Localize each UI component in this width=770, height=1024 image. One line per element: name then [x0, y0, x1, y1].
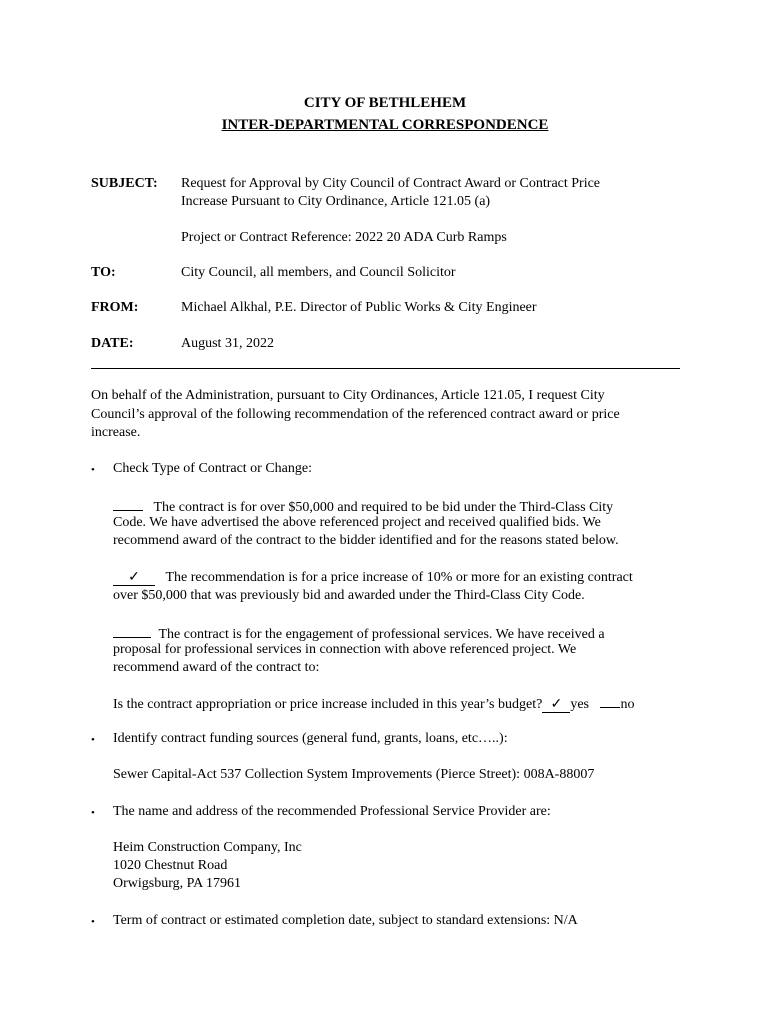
from-label: FROM:	[91, 300, 139, 315]
checkbox-checked-price-increase[interactable]	[113, 571, 155, 586]
option-bid-line-3: recommend award of the contract to the bidder identified and for the reasons stated below.	[113, 533, 619, 548]
budget-no-label: no	[620, 697, 635, 712]
subject-line-2: Increase Pursuant to City Ordinance, Article 121.05 (a)	[181, 194, 491, 209]
date-value: August 31, 2022	[181, 336, 274, 351]
provider-city: Orwigsburg, PA 17961	[113, 876, 241, 891]
bullet-contract-type: Check Type of Contract or Change:	[113, 461, 312, 476]
bullet-icon: •	[91, 734, 95, 746]
option-price-line-2: over $50,000 that was previously bid and awarded under the Third-Class City Code.	[113, 588, 585, 603]
check-mark-icon: ✓	[550, 697, 563, 712]
subject-line-1: Request for Approval by City Council of Contract Award or Contract Price	[181, 176, 601, 191]
intro-line-1: On behalf of the Administration, pursuant to City Ordinances, Article 121.05, I request City	[91, 388, 605, 403]
subject-label: SUBJECT:	[91, 176, 158, 191]
checkbox-blank-bid[interactable]	[113, 496, 143, 511]
option-price-line-1: The recommendation is for a price increase of 10% or more for an existing contract	[165, 570, 633, 585]
funding-source-value: Sewer Capital-Act 537 Collection System Improvements (Pierce Street): 008A-88007	[113, 767, 595, 782]
budget-question: Is the contract appropriation or price increase included in this year’s budget?	[113, 697, 543, 712]
date-label: DATE:	[91, 336, 134, 351]
check-mark-icon: ✓	[128, 570, 140, 585]
intro-line-3: increase.	[91, 425, 141, 440]
option-professional-line-1: The contract is for the engagement of professional services. We have received a	[158, 627, 605, 642]
option-professional-line-2: proposal for professional services in connection with above referenced project. We	[113, 642, 577, 657]
bullet-funding-sources: Identify contract funding sources (general fund, grants, loans, etc…..):	[113, 731, 508, 746]
bullet-service-provider: The name and address of the recommended Professional Service Provider are:	[113, 804, 551, 819]
budget-yes-checkbox[interactable]	[542, 698, 570, 713]
bullet-icon: •	[91, 464, 95, 476]
bullet-icon: •	[91, 807, 95, 819]
from-value: Michael Alkhal, P.E. Director of Public Works & City Engineer	[181, 300, 537, 315]
to-value: City Council, all members, and Council Solicitor	[181, 265, 456, 280]
correspondence-title: INTER-DEPARTMENTAL CORRESPONDENCE	[221, 117, 549, 133]
city-title: CITY OF BETHLEHEM	[303, 95, 467, 111]
provider-name: Heim Construction Company, Inc	[113, 840, 302, 855]
option-professional-line-3: recommend award of the contract to:	[113, 660, 320, 675]
option-bid-line-2: Code. We have advertised the above referenced project and received qualified bids. We	[113, 515, 601, 530]
budget-question-row	[113, 693, 634, 714]
header-divider	[91, 368, 680, 369]
option-bid-line-1: The contract is for over $50,000 and required to be bid under the Third-Class City	[153, 500, 614, 515]
project-reference: Project or Contract Reference: 2022 20 ADA Curb Ramps	[181, 230, 507, 245]
budget-no-checkbox[interactable]	[600, 693, 620, 708]
bullet-icon: •	[91, 916, 95, 928]
option-price-increase	[113, 569, 633, 587]
to-label: TO:	[91, 265, 116, 280]
budget-yes-label: yes	[570, 697, 589, 712]
bullet-contract-term: Term of contract or estimated completion date, subject to standard extensions: N/A	[113, 913, 578, 928]
intro-line-2: Council’s approval of the following recommendation of the referenced contract award or price	[91, 407, 620, 422]
provider-street: 1020 Chestnut Road	[113, 858, 228, 873]
checkbox-blank-professional[interactable]	[113, 623, 151, 638]
